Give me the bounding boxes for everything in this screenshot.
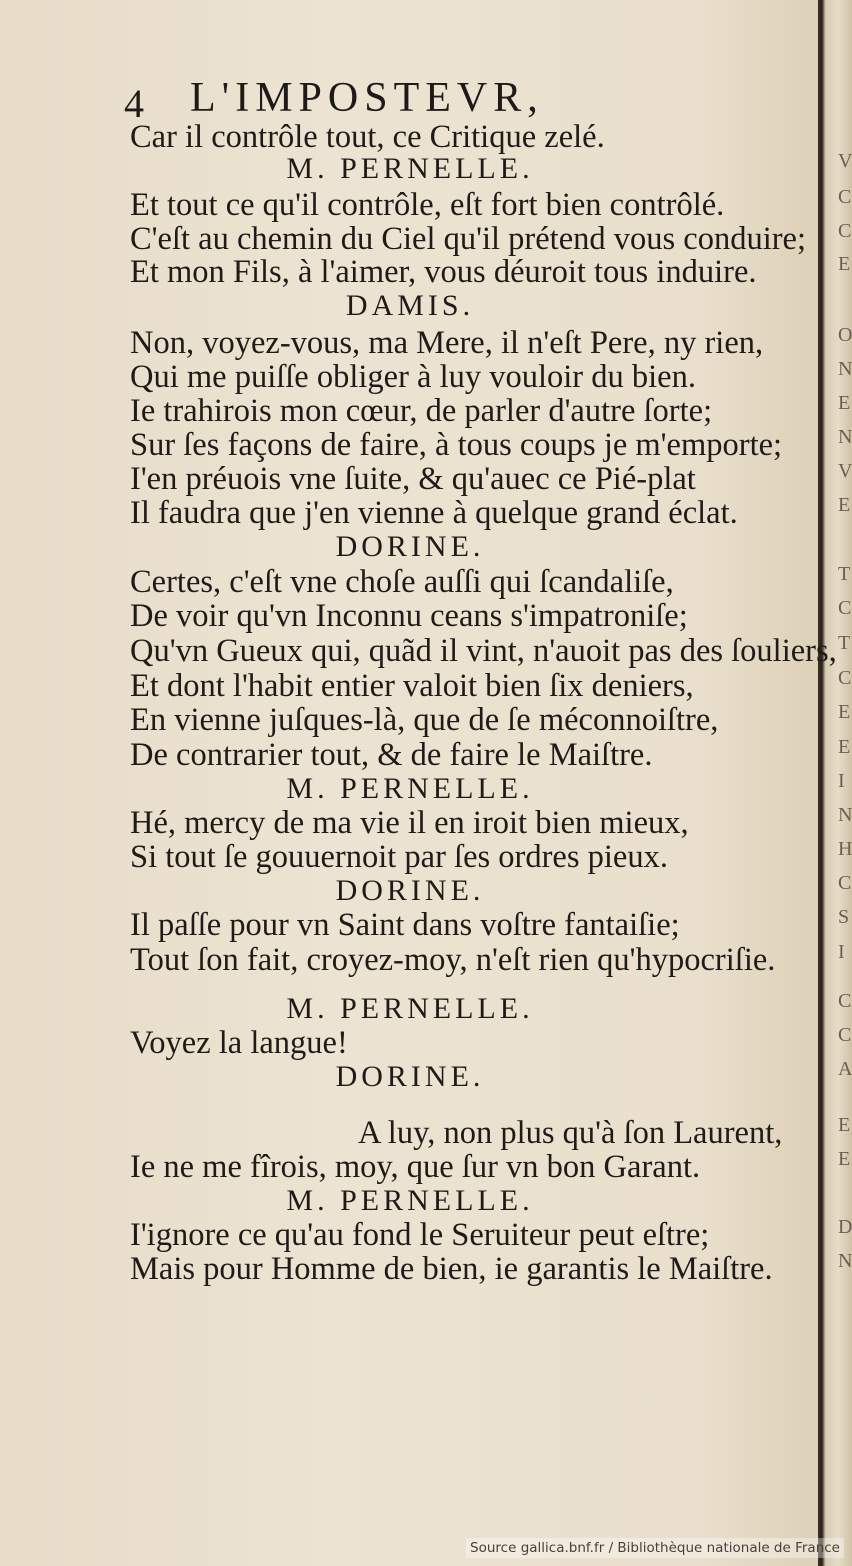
edge-letter: I: [838, 941, 845, 963]
edge-letter: C: [838, 990, 852, 1012]
edge-letter: E: [838, 736, 851, 758]
edge-letter: S: [838, 906, 850, 928]
verse-line: En vienne juſques-là, que de ſe méconnoiſtre,: [130, 702, 719, 738]
edge-letter: E: [838, 1114, 851, 1136]
edge-letter: T: [838, 563, 851, 585]
verse-line: Ie ne me fîrois, moy, que ſur vn bon Garant.: [130, 1149, 701, 1185]
verse-line: Et dont l'habit entier valoit bien ſix deniers,: [130, 668, 694, 704]
verse-line: Qui me puiſſe obliger à luy vouloir du bien.: [130, 359, 696, 395]
edge-letter: A: [838, 1058, 852, 1080]
edge-letter: N: [838, 426, 852, 448]
verse-line: Il paſſe pour vn Saint dans voſtre fantaiſie;: [130, 907, 680, 943]
speaker-name: M. PERNELLE.: [286, 772, 534, 805]
verse-line: I'ignore ce qu'au fond le Seruiteur peut eſtre;: [130, 1217, 710, 1253]
edge-letter: E: [838, 392, 851, 414]
edge-letter: T: [838, 632, 851, 654]
edge-letter: V: [838, 150, 852, 172]
edge-letter: C: [838, 186, 852, 208]
edge-letter: C: [838, 597, 852, 619]
verse-line: Ie trahirois mon cœur, de parler d'autre ſorte;: [130, 393, 713, 429]
speaker-name: M. PERNELLE.: [286, 1184, 534, 1217]
verse-line: Et mon Fils, à l'aimer, vous déuroit tous induire.: [130, 254, 757, 290]
verse-line: Non, voyez-vous, ma Mere, il n'eſt Pere, ny rien,: [130, 325, 764, 361]
speaker-name: DORINE.: [335, 874, 485, 907]
speaker-name: DAMIS.: [345, 289, 475, 322]
edge-letter: C: [838, 667, 852, 689]
edge-letter: E: [838, 253, 851, 275]
source-credit: Source gallica.bnf.fr / Bibliothèque nationale de France: [466, 1538, 844, 1558]
verse-line: Car il contrôle tout, ce Critique zelé.: [130, 119, 605, 155]
edge-letter: V: [838, 460, 852, 482]
verse-line: Il faudra que j'en vienne à quelque grand éclat.: [130, 495, 738, 531]
edge-letter: D: [838, 1216, 852, 1238]
verse-line: De contrarier tout, & de faire le Maiſtre.: [130, 737, 653, 773]
edge-letter: C: [838, 1024, 852, 1046]
edge-letter: E: [838, 701, 851, 723]
edge-letter: H: [838, 838, 852, 860]
edge-letter: C: [838, 872, 852, 894]
page-number: 4: [124, 81, 144, 126]
verse-line: I'en préuois vne ſuite, & qu'auec ce Pié-plat: [130, 461, 696, 497]
speaker-name: M. PERNELLE.: [286, 152, 534, 185]
verse-line: De voir qu'vn Inconnu ceans s'impatroniſe;: [130, 598, 688, 634]
verse-line: C'eſt au chemin du Ciel qu'il prétend vous conduire;: [130, 221, 807, 257]
verse-line: Qu'vn Gueux qui, quãd il vint, n'auoit pas des ſouliers,: [130, 633, 837, 669]
edge-letter: E: [838, 494, 851, 516]
verse-line: Voyez la langue!: [130, 1025, 348, 1061]
edge-letter: C: [838, 220, 852, 242]
verse-line: Sur ſes façons de faire, à tous coups je m'emporte;: [130, 427, 783, 463]
edge-letter: E: [838, 1148, 851, 1170]
speaker-name: DORINE.: [335, 530, 485, 563]
edge-letter: N: [838, 358, 852, 380]
verse-line: Tout ſon fait, croyez-moy, n'eſt rien qu'hypocriſie.: [130, 942, 776, 978]
speaker-name: DORINE.: [335, 1060, 485, 1093]
verse-line: Si tout ſe gouuernoit par ſes ordres pieux.: [130, 839, 668, 875]
facing-page-edge: [836, 0, 852, 1566]
edge-letter: N: [838, 804, 852, 826]
verse-line: Mais pour Homme de bien, ie garantis le Maiſtre.: [130, 1251, 773, 1287]
verse-line: Et tout ce qu'il contrôle, eſt fort bien contrôlé.: [130, 187, 725, 223]
speaker-name: M. PERNELLE.: [286, 992, 534, 1025]
edge-letter: I: [838, 770, 845, 792]
running-head: L'IMPOSTEVR,: [190, 75, 544, 121]
verse-line: A luy, non plus qu'à ſon Laurent,: [358, 1115, 783, 1151]
edge-letter: O: [838, 324, 852, 346]
verse-line: Hé, mercy de ma vie il en iroit bien mieux,: [130, 805, 689, 841]
verse-line: Certes, c'eſt vne choſe auſſi qui ſcandaliſe,: [130, 564, 674, 600]
edge-letter: N: [838, 1250, 852, 1272]
